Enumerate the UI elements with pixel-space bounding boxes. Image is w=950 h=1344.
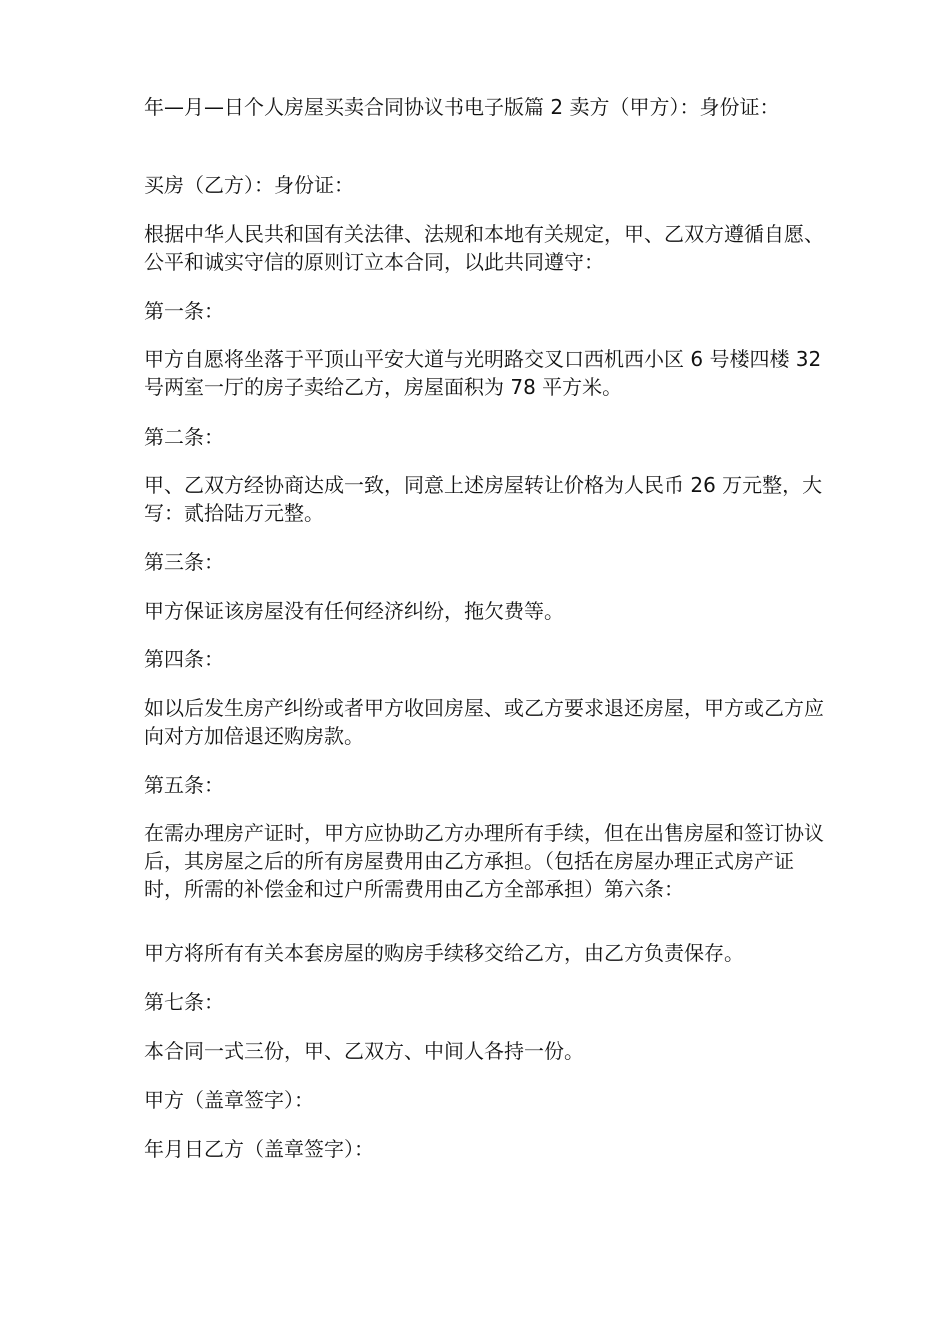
preamble-paragraph: 根据中华人民共和国有关法律、法规和本地有关规定，甲、乙双方遵循自愿、公平和诚实守信的原则订立本合同，以此共同遵守： (144, 222, 824, 274)
article-7-heading: 第七条： (144, 990, 224, 1014)
party-b-signature-line: 年月日乙方（盖章签字）： (144, 1137, 374, 1161)
header-paragraph: 年—月—日个人房屋买卖合同协议书电子版篇 2 卖方（甲方）：身份证： (144, 95, 780, 119)
article-4-heading: 第四条： (144, 647, 224, 671)
article-3-text: 甲方保证该房屋没有任何经济纠纷，拖欠费等。 (144, 599, 564, 623)
article-6-text: 甲方将所有有关本套房屋的购房手续移交给乙方，由乙方负责保存。 (144, 941, 744, 965)
buyer-paragraph: 买房（乙方）：身份证： (144, 173, 354, 197)
article-5-text: 在需办理房产证时，甲方应协助乙方办理所有手续，但在出售房屋和签订协议后，其房屋之后的所有房屋费用由乙方承担。（包括在房屋办理正式房产证时，所需的补偿金和过户所需费用由乙方全部承担）第六条： (144, 821, 824, 901)
article-1-heading: 第一条： (144, 299, 224, 323)
article-7-text: 本合同一式三份，甲、乙双方、中间人各持一份。 (144, 1039, 584, 1063)
article-4-text: 如以后发生房产纠纷或者甲方收回房屋、或乙方要求退还房屋，甲方或乙方应向对方加倍退还购房款。 (144, 696, 824, 748)
article-2-text: 甲、乙双方经协商达成一致，同意上述房屋转让价格为人民币 26 万元整，大写：贰拾陆万元整。 (144, 473, 823, 525)
article-3-heading: 第三条： (144, 550, 224, 574)
article-5-heading: 第五条： (144, 773, 224, 797)
article-1-text: 甲方自愿将坐落于平顶山平安大道与光明路交叉口西机西小区 6 号楼四楼 32 号两室一厅的房子卖给乙方，房屋面积为 78 平方米。 (144, 347, 822, 399)
party-a-signature-line: 甲方（盖章签字）： (144, 1088, 314, 1112)
article-2-heading: 第二条： (144, 425, 224, 449)
